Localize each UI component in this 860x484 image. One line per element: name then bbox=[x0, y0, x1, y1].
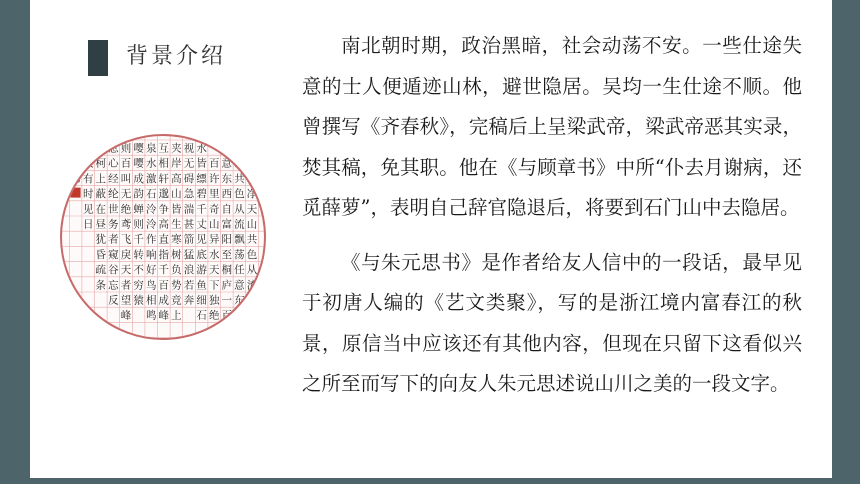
calligraphy-char: 上 bbox=[171, 309, 182, 322]
calligraphy-char: 石 bbox=[196, 309, 207, 322]
calligraphy-char: 东 bbox=[234, 294, 245, 307]
calligraphy-char: 时 bbox=[82, 188, 94, 201]
calligraphy-char: 邈 bbox=[158, 188, 170, 201]
calligraphy-char: 不 bbox=[133, 264, 144, 277]
calligraphy-char: 绝 bbox=[120, 203, 132, 216]
calligraphy-char: 独 bbox=[208, 294, 220, 307]
calligraphy-char: 成 bbox=[133, 172, 144, 185]
calligraphy-char: 共 bbox=[246, 233, 258, 246]
section-heading: 背景介绍 bbox=[126, 44, 227, 69]
calligraphy-char: 韵 bbox=[133, 188, 144, 201]
calligraphy-char: 书 bbox=[70, 172, 81, 185]
calligraphy-char: 百 bbox=[158, 279, 170, 292]
calligraphy-char: 飘 bbox=[246, 294, 258, 307]
calligraphy-char: 穷 bbox=[133, 279, 144, 292]
calligraphy-char: 无 bbox=[183, 157, 195, 170]
calligraphy-char: 天 bbox=[208, 264, 220, 277]
calligraphy-char: 竞 bbox=[171, 294, 182, 307]
calligraphy-char: 横 bbox=[95, 142, 107, 155]
calligraphy-char: 高 bbox=[171, 172, 182, 185]
calligraphy-char: 碧 bbox=[196, 188, 207, 201]
calligraphy-char: 烟 bbox=[246, 157, 258, 170]
calligraphy-char: 流 bbox=[246, 279, 258, 292]
calligraphy-char: 山 bbox=[208, 218, 220, 231]
calligraphy-char: 一 bbox=[208, 142, 220, 155]
calligraphy-char: 鸟 bbox=[145, 279, 157, 292]
paragraph-work-intro: 《与朱元思书》是作者给友人信中的一段话，最早见于初唐人编的《艺文类聚》，写的是浙江境内富春江的秋景，原信当中应该还有其他内容，但现在只留下这看似兴之所至而写下的向友人朱元思述说山川之美的一段文字。 bbox=[302, 250, 802, 395]
body-text bbox=[302, 26, 802, 419]
calligraphy-char: 争 bbox=[158, 203, 170, 216]
calligraphy-char: 阳 bbox=[221, 233, 233, 246]
calligraphy-char: 生 bbox=[171, 218, 182, 231]
calligraphy-char: 猛 bbox=[183, 248, 195, 261]
calligraphy-char: 反 bbox=[108, 294, 119, 307]
calligraphy-char: 相 bbox=[145, 294, 157, 307]
calligraphy-char: 泉 bbox=[145, 142, 157, 155]
calligraphy-char: 世 bbox=[108, 203, 119, 216]
calligraphy-char: 色 bbox=[246, 248, 258, 261]
calligraphy-char: 西 bbox=[234, 309, 245, 322]
calligraphy-char: 百 bbox=[208, 157, 220, 170]
calligraphy-char: 俱 bbox=[246, 172, 258, 185]
calligraphy-char: 日 bbox=[82, 218, 94, 231]
red-seal-stamp bbox=[71, 188, 81, 198]
calligraphy-char: 甚 bbox=[183, 218, 195, 231]
calligraphy-char: 许 bbox=[208, 172, 220, 185]
calligraphy-char: 条 bbox=[95, 279, 107, 292]
calligraphy-char: 交 bbox=[82, 142, 94, 155]
calligraphy-char: 负 bbox=[171, 264, 182, 277]
calligraphy-char: 望 bbox=[120, 294, 132, 307]
calligraphy-char: 一 bbox=[221, 294, 233, 307]
calligraphy-char: 轩 bbox=[158, 172, 170, 185]
calligraphy-char: 百 bbox=[221, 309, 233, 322]
calligraphy-char: 疏 bbox=[95, 264, 107, 277]
calligraphy-char: 上 bbox=[95, 172, 107, 185]
calligraphy-char: 谷 bbox=[108, 264, 119, 277]
calligraphy-char: 飘 bbox=[234, 233, 245, 246]
calligraphy-char: 昏 bbox=[95, 248, 107, 261]
calligraphy-char: 千 bbox=[133, 233, 144, 246]
paragraph-background: 南北朝时期，政治黑暗，社会动荡不安。一些仕途失意的士人便遁迹山林，避世隐居。吴均一生仕途不顺。他曾撰写《齐春秋》，完稿后上呈梁武帝，梁武帝恶其实录，焚其稿，免其职。他在《与顾章书》中所“仆去月谢病，还觅薛萝”，表明自己辞官隐退后，将要到石门山中去隐居。 bbox=[302, 34, 802, 219]
calligraphy-illustration bbox=[60, 134, 266, 340]
calligraphy-char: 千 bbox=[196, 203, 207, 216]
calligraphy-char: 至 bbox=[221, 248, 233, 261]
calligraphy-char: 映 bbox=[82, 157, 94, 170]
calligraphy-char: 天 bbox=[120, 264, 132, 277]
calligraphy-char: 窥 bbox=[108, 248, 119, 261]
calligraphy-char: 成 bbox=[158, 294, 170, 307]
calligraphy-char: 直 bbox=[158, 233, 170, 246]
calligraphy-char: 岸 bbox=[171, 157, 182, 170]
calligraphy-char: 鸢 bbox=[120, 218, 132, 231]
calligraphy-char: 山 bbox=[171, 188, 182, 201]
calligraphy-char: 共 bbox=[234, 172, 245, 185]
calligraphy-grid bbox=[62, 136, 264, 338]
calligraphy-char: 有 bbox=[82, 172, 94, 185]
calligraphy-char: 转 bbox=[133, 248, 144, 261]
calligraphy-char: 吴 bbox=[70, 142, 81, 155]
calligraphy-char: 柯 bbox=[95, 157, 107, 170]
calligraphy-char: 庐 bbox=[221, 279, 233, 292]
calligraphy-char: 下 bbox=[208, 279, 220, 292]
calligraphy-char: 湍 bbox=[183, 203, 195, 216]
calligraphy-char: 碍 bbox=[183, 172, 195, 185]
calligraphy-char: 嘤 bbox=[133, 142, 144, 155]
calligraphy-char: 夹 bbox=[171, 142, 182, 155]
calligraphy-char: 游 bbox=[196, 264, 207, 277]
calligraphy-char: 任 bbox=[234, 264, 245, 277]
calligraphy-char: 水 bbox=[208, 248, 220, 261]
calligraphy-char: 鱼 bbox=[196, 279, 207, 292]
calligraphy-char: 者 bbox=[108, 233, 119, 246]
calligraphy-char: 净 bbox=[246, 188, 258, 201]
calligraphy-char: 激 bbox=[145, 172, 157, 185]
calligraphy-char: 树 bbox=[171, 248, 182, 261]
calligraphy-char: 浪 bbox=[183, 264, 195, 277]
calligraphy-char: 绝 bbox=[208, 309, 220, 322]
calligraphy-char: 在 bbox=[95, 203, 107, 216]
calligraphy-char: 天 bbox=[246, 203, 258, 216]
calligraphy-char: 奇 bbox=[208, 203, 220, 216]
heading-accent-bar bbox=[88, 40, 108, 76]
calligraphy-char: 经 bbox=[108, 172, 119, 185]
calligraphy-char: 千 bbox=[158, 264, 170, 277]
calligraphy-char: 心 bbox=[108, 157, 119, 170]
calligraphy-char: 忘 bbox=[108, 279, 119, 292]
calligraphy-char: 寒 bbox=[171, 233, 182, 246]
calligraphy-char: 桐 bbox=[221, 264, 233, 277]
calligraphy-char: 见 bbox=[196, 233, 207, 246]
calligraphy-char: 奔 bbox=[183, 294, 195, 307]
calligraphy-char: 叫 bbox=[120, 172, 132, 185]
calligraphy-char: 则 bbox=[133, 218, 144, 231]
calligraphy-char: 百 bbox=[120, 157, 132, 170]
calligraphy-char: 丈 bbox=[196, 218, 207, 231]
calligraphy-char: 水 bbox=[196, 142, 207, 155]
calligraphy-char: 者 bbox=[120, 279, 132, 292]
calligraphy-char: 纶 bbox=[108, 188, 119, 201]
calligraphy-char: 东 bbox=[221, 172, 233, 185]
calligraphy-char: 犹 bbox=[95, 233, 107, 246]
calligraphy-char: 皆 bbox=[196, 157, 207, 170]
calligraphy-char: 水 bbox=[145, 157, 157, 170]
calligraphy-char: 任 bbox=[221, 142, 233, 155]
calligraphy-char: 互 bbox=[158, 142, 170, 155]
calligraphy-char: 意 bbox=[221, 157, 233, 170]
calligraphy-char: 急 bbox=[183, 188, 195, 201]
calligraphy-char: 响 bbox=[145, 248, 157, 261]
calligraphy-char: 流 bbox=[234, 218, 245, 231]
calligraphy-char: 自 bbox=[221, 203, 233, 216]
calligraphy-char: 天 bbox=[234, 142, 245, 155]
calligraphy-char: 山 bbox=[234, 157, 245, 170]
calligraphy-char: 好 bbox=[145, 264, 157, 277]
calligraphy-char: 峰 bbox=[158, 309, 170, 322]
calligraphy-char: 西 bbox=[221, 188, 233, 201]
calligraphy-char: 势 bbox=[171, 279, 182, 292]
calligraphy-char: 视 bbox=[183, 142, 195, 155]
calligraphy-char: 无 bbox=[120, 188, 132, 201]
calligraphy-char: 皆 bbox=[171, 203, 182, 216]
calligraphy-char: 意 bbox=[234, 279, 245, 292]
calligraphy-char: 务 bbox=[108, 218, 119, 231]
calligraphy-char: 若 bbox=[183, 279, 195, 292]
calligraphy-char: 泠 bbox=[145, 203, 157, 216]
calligraphy-char: 则 bbox=[120, 142, 132, 155]
calligraphy-char: 鸣 bbox=[145, 309, 157, 322]
calligraphy-char: 昼 bbox=[95, 218, 107, 231]
calligraphy-char: 山 bbox=[246, 218, 258, 231]
calligraphy-char: 泠 bbox=[145, 218, 157, 231]
calligraphy-char: 细 bbox=[196, 294, 207, 307]
calligraphy-char: 里 bbox=[208, 188, 220, 201]
calligraphy-char: 荡 bbox=[234, 248, 245, 261]
calligraphy-char: 高 bbox=[158, 218, 170, 231]
calligraphy-char: 嘤 bbox=[133, 157, 144, 170]
calligraphy-char: 戾 bbox=[120, 248, 132, 261]
calligraphy-char: 石 bbox=[145, 188, 157, 201]
calligraphy-char: 从 bbox=[234, 203, 245, 216]
calligraphy-char: 蝉 bbox=[133, 203, 144, 216]
calligraphy-char: 作 bbox=[145, 233, 157, 246]
calligraphy-char: 缥 bbox=[196, 172, 207, 185]
calligraphy-char: 指 bbox=[158, 248, 170, 261]
calligraphy-char: 蔽 bbox=[95, 188, 107, 201]
calligraphy-char: 色 bbox=[234, 188, 245, 201]
calligraphy-char: 息 bbox=[108, 142, 119, 155]
calligraphy-char: 异 bbox=[208, 233, 220, 246]
calligraphy-char: 风 bbox=[246, 142, 258, 155]
calligraphy-char: 底 bbox=[196, 248, 207, 261]
calligraphy-char: 荡 bbox=[246, 309, 258, 322]
calligraphy-char: 富 bbox=[221, 218, 233, 231]
calligraphy-char: 箭 bbox=[183, 233, 195, 246]
calligraphy-char: 猿 bbox=[133, 294, 144, 307]
calligraphy-char: 从 bbox=[246, 264, 258, 277]
calligraphy-char: 飞 bbox=[120, 233, 132, 246]
calligraphy-char: 均 bbox=[70, 157, 81, 170]
calligraphy-char: 见 bbox=[82, 203, 94, 216]
calligraphy-char: 相 bbox=[158, 157, 170, 170]
calligraphy-char: 峰 bbox=[120, 309, 132, 322]
